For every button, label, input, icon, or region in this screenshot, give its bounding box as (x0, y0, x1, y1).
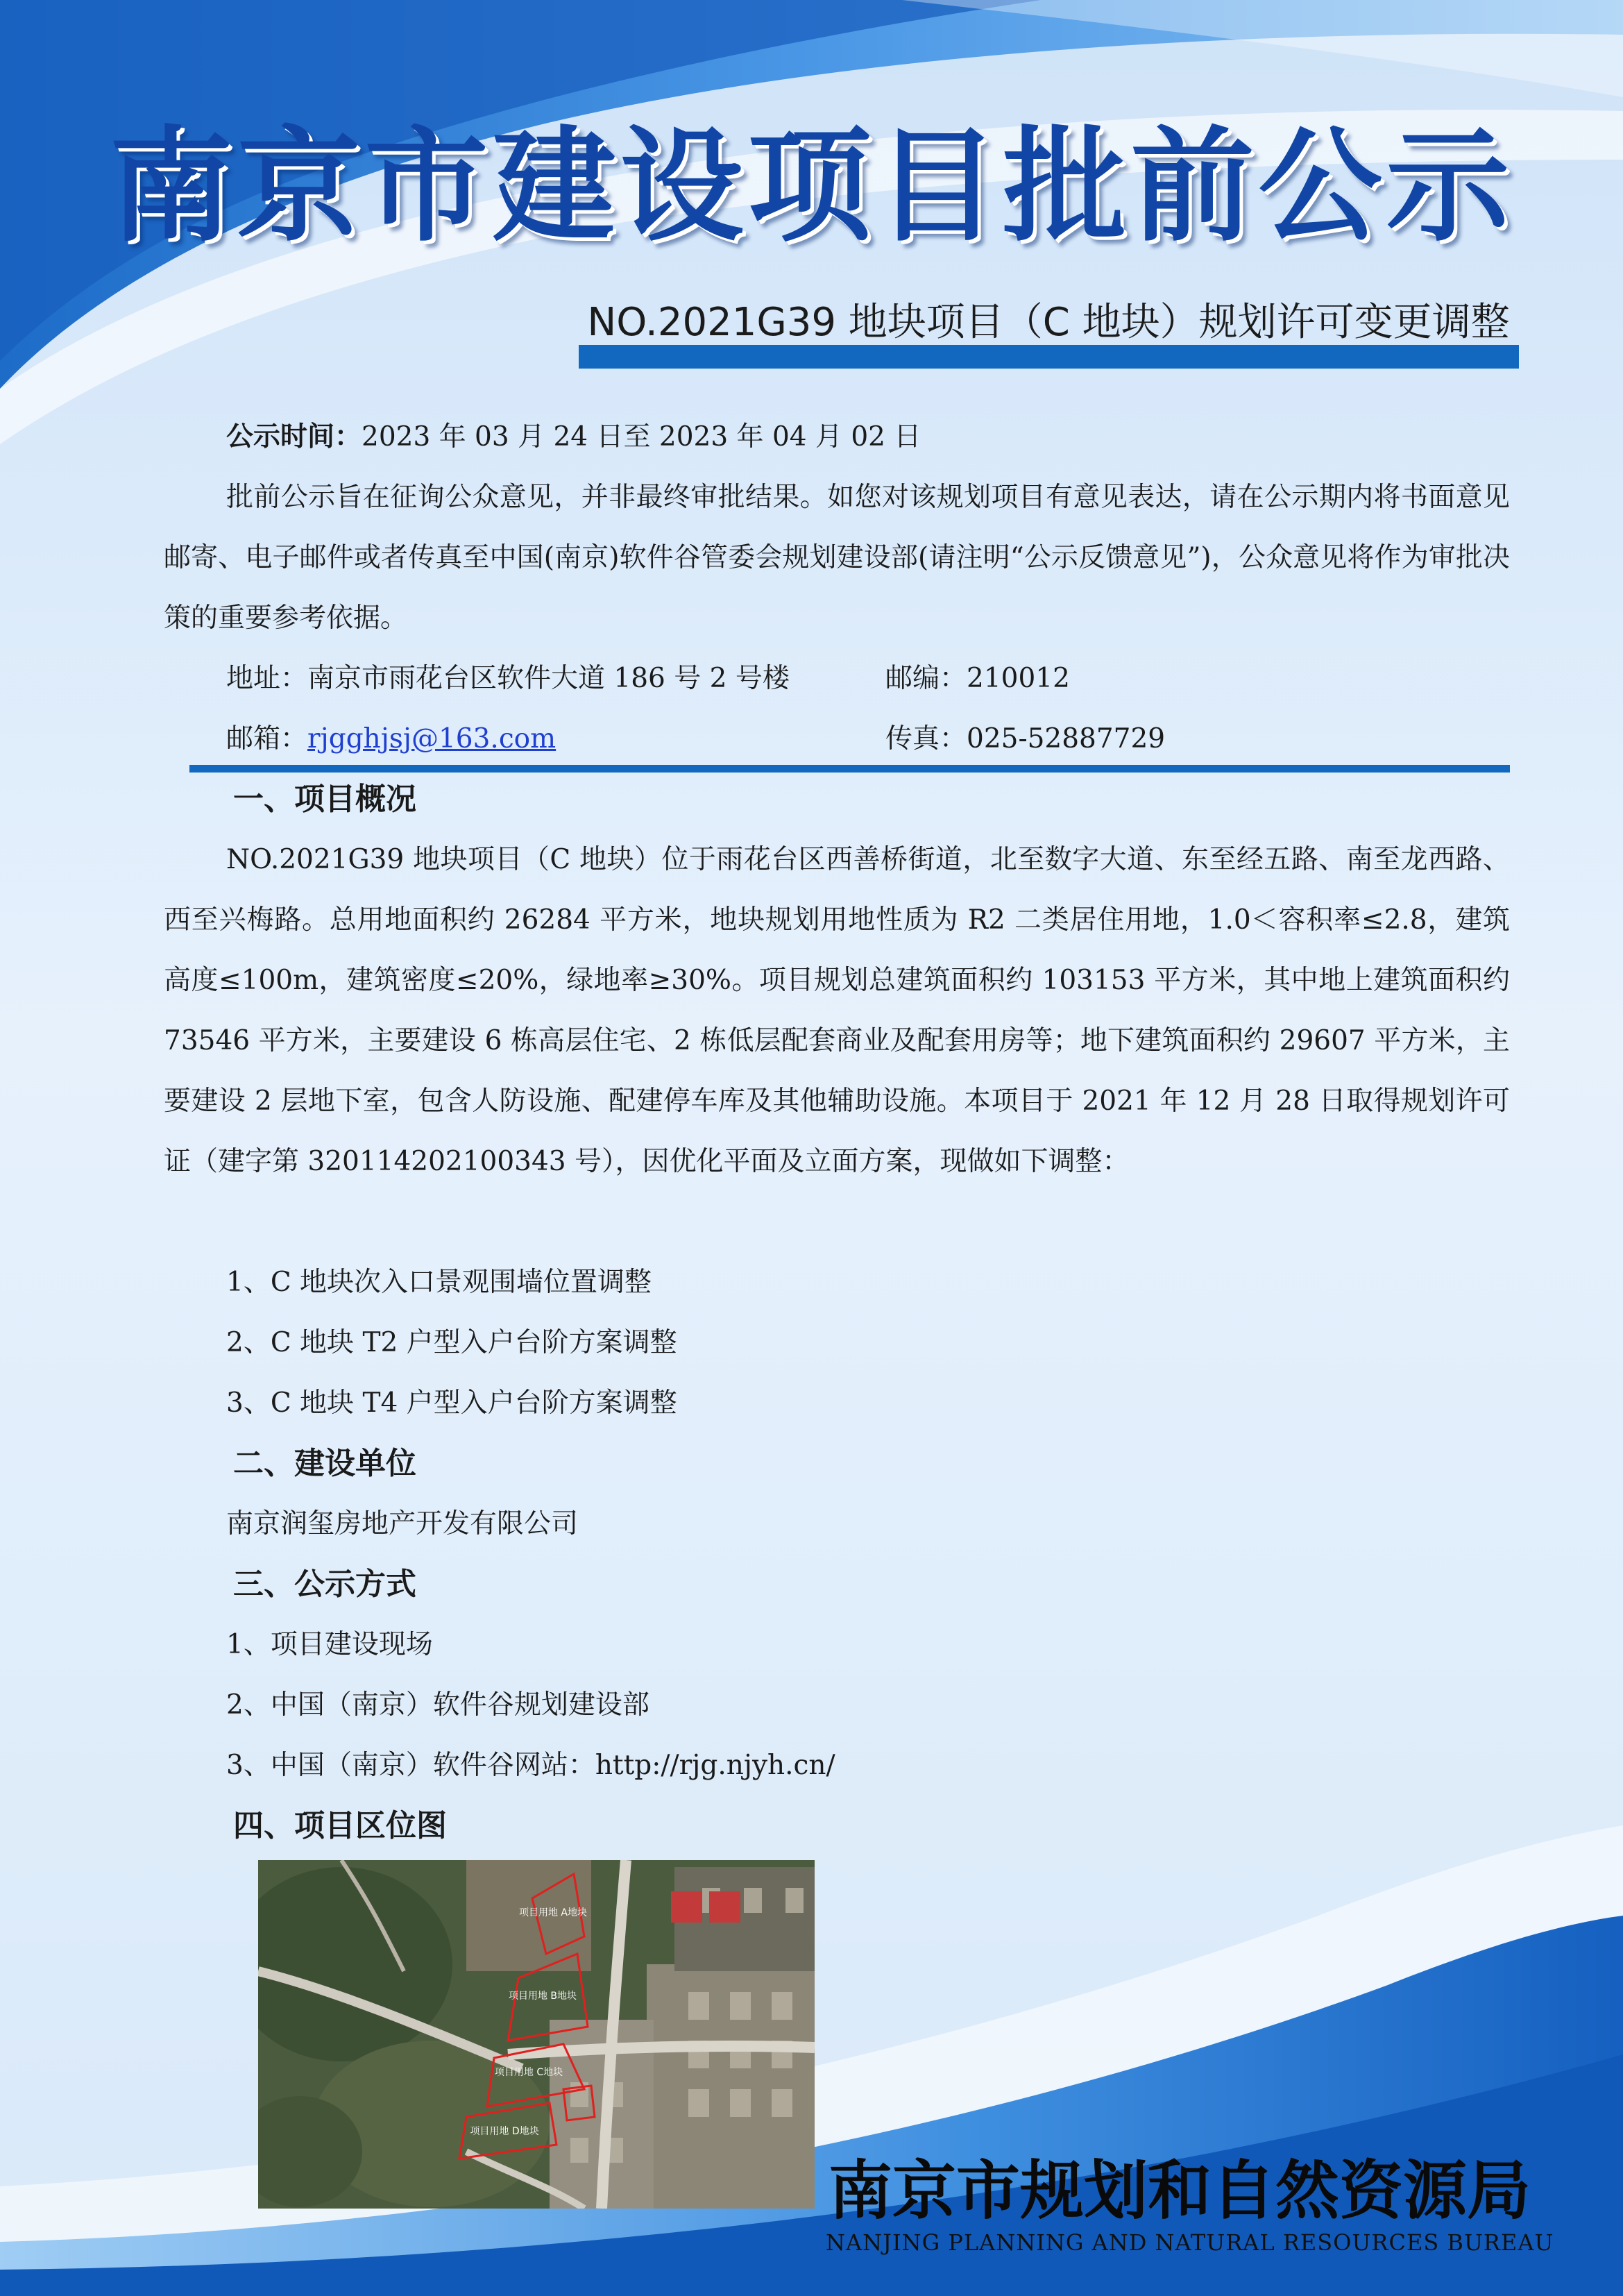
contact-email (226, 709, 556, 769)
page-title: 南京市建设项目批前公示 (109, 115, 1514, 258)
builder-name: 南京润玺房地产开发有限公司 (226, 1508, 579, 1539)
adjustment-item: 3、C 地块 T4 户型入户台阶方案调整 (226, 1387, 677, 1419)
notice-period (226, 407, 921, 467)
project-subtitle: NO.2021G39 地块项目（C 地块）规划许可变更调整 (587, 300, 1510, 345)
notice-intro: 批前公示旨在征询公众意见，并非最终审批结果。如您对该规划项目有意见表达，请在公示期内将书面意见邮寄、电子邮件或者传真至中国(南京)软件谷管委会规划建设部(请注明“公示反馈意见”)，公众意见将作为审批决策的重要参考依据。 (164, 482, 1510, 634)
period-label: 公示时间： (226, 421, 362, 453)
method-item: 3、中国（南京）软件谷网站：http://rjg.njyh.cn/ (226, 1750, 835, 1781)
subtitle-underline-bar (579, 345, 1519, 369)
map-label-b: 项目用地 B地块 (508, 1991, 577, 2002)
heading-method: 三、公示方式 (233, 1567, 416, 1602)
email-label: 邮箱： (226, 723, 308, 754)
method-item: 2、中国（南京）软件谷规划建设部 (226, 1689, 649, 1721)
heading-overview: 一、项目概况 (233, 782, 416, 817)
map-label-c: 项目用地 C地块 (494, 2067, 563, 2078)
adjustment-item: 2、C 地块 T2 户型入户台阶方案调整 (226, 1327, 677, 1358)
adjustment-item: 1、C 地块次入口景观围墙位置调整 (226, 1267, 652, 1298)
method-item: 1、项目建设现场 (226, 1629, 433, 1660)
contact-fax: 传真：025-52887729 (885, 723, 1166, 754)
contact-address: 地址：南京市雨花台区软件大道 186 号 2 号楼 (226, 663, 790, 694)
overview-body: NO.2021G39 地块项目（C 地块）位于雨花台区西善桥街道，北至数字大道、东至经五路、南至龙西路、西至兴梅路。总用地面积约 26284 平方米，地块规划用地性质为 R2 二类居住用地，1.0＜容积率≤2.8，建筑高度≤100m，建筑密度≤20%，绿地率≥30%。项目规划总建筑面积约 103153 平方米，其中地上建筑面积约 73546 平方米，主要建设 6 栋高层住宅、2 栋低层配套商业及配套用房等；地下建筑面积约 29607 平方米，主要建设 2 层地下室，包含人防设施、配建停车库及其他辅助设施。本项目于 2021 年 12 月 28 日取得规划许可证（建字第 320114202100343 号），因优化平面及立面方案，现做如下调整： (164, 844, 1510, 1177)
email-link[interactable]: rjgghjsj@163.com (307, 723, 556, 754)
heading-builder: 二、建设单位 (233, 1446, 416, 1481)
contact-postcode: 邮编：210012 (885, 663, 1070, 694)
agency-name: 南京市规划和自然资源局 (828, 2153, 1531, 2228)
heading-location: 四、项目区位图 (233, 1808, 447, 1843)
period-value: 2023 年 03 月 24 日至 2023 年 04 月 02 日 (362, 421, 921, 453)
location-map (258, 1860, 815, 2209)
map-label-a: 项目用地 A地块 (518, 1907, 588, 1918)
map-label-d: 项目用地 D地块 (470, 2126, 539, 2137)
agency-name-english: NANJING PLANNING AND NATURAL RESOURCES BUREAU (826, 2229, 1554, 2256)
